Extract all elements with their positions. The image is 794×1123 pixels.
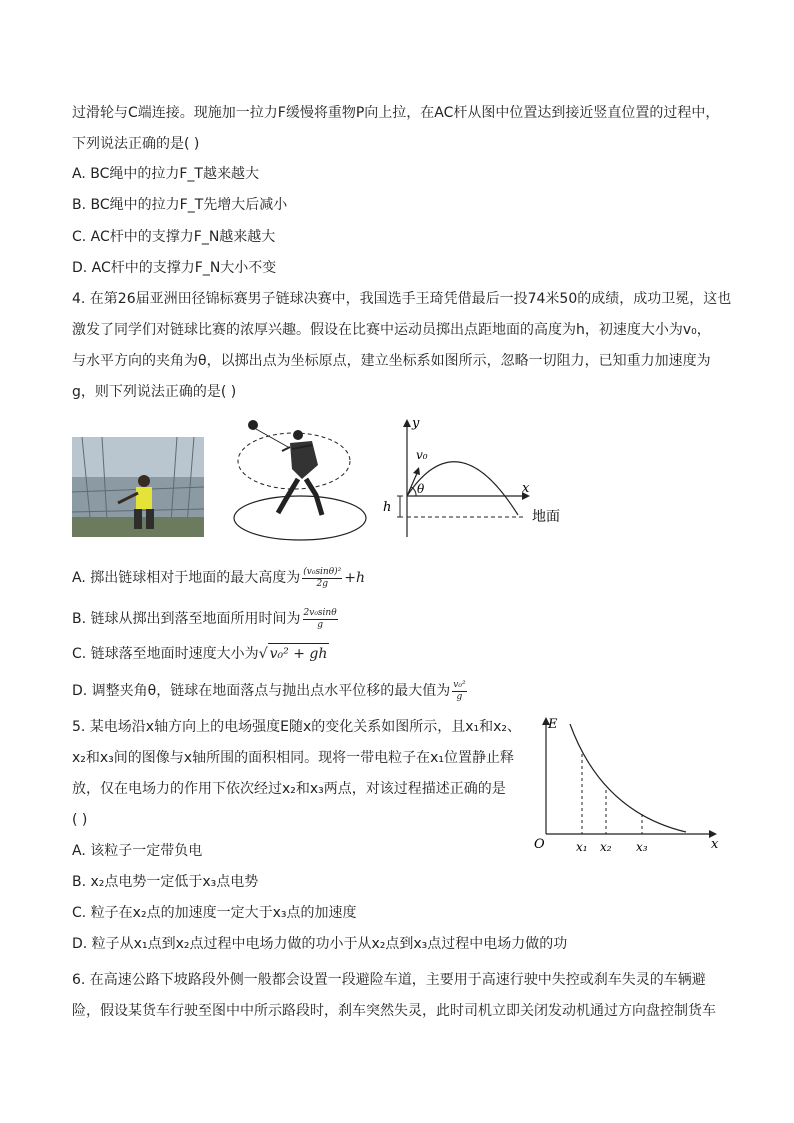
q6-stem-line1: 6. 在高速公路下坡路段外侧一般都会设置一段避险车道，主要用于高速行驶中失控或刹车失灵的车辆避	[72, 972, 706, 988]
q5-option-c: C. 粒子在x₂点的加速度一定大于x₃点的加速度	[72, 905, 357, 921]
v0-label: v₀	[416, 448, 428, 462]
origin-label: O	[534, 837, 545, 852]
q5-stem-line2: x₂和x₃间的图像与x轴所围的面积相同。现将一带电粒子在x₁位置静止释	[72, 750, 514, 766]
projectile-diagram	[378, 415, 574, 540]
q4-stem-line1: 4. 在第26届亚洲田径锦标赛男子链球决赛中，我国选手王琦凭借最后一投74米50的成绩，成功卫冕，这也	[72, 291, 732, 307]
h-label: h	[383, 500, 392, 515]
q3-option-a: A. BC绳中的拉力F_T越来越大	[72, 166, 259, 182]
x-axis-label: x	[522, 481, 530, 496]
q4-option-a: A. 掷出链球相对于地面的最大高度为 $\frac{\text{(v₀sinθ)²}}{2g}$ +h	[72, 566, 366, 589]
hammer-throw-photo	[72, 437, 204, 537]
q4-option-d: D. 调整夹角θ，链球在地面落点与抛出点水平位移的最大值为 $\frac{\text{v₀²}}{g}$	[72, 679, 466, 702]
x-axis-label-q5: x	[711, 837, 719, 852]
ground-label: 地面	[532, 509, 560, 525]
q3-stem-line1: 过滑轮与C端连接。现施加一拉力F缓慢将重物P向上拉，在AC杆从图中位置达到接近竖直位置的过程中，	[72, 105, 720, 121]
hammer-throw-sketch	[232, 417, 368, 543]
q4-option-b: B. 链球从掷出到落至地面所用时间为 $\frac{\text{2v₀sinθ}}{g}$	[72, 607, 337, 630]
q5-option-a: A. 该粒子一定带负电	[72, 843, 203, 859]
e-x-graph	[530, 712, 730, 858]
e-axis-label: E	[548, 717, 558, 732]
q5-stem-line3: 放，仅在电场力的作用下依次经过x₂和x₃两点，对该过程描述正确的是	[72, 781, 506, 797]
q4-option-c: C. 链球落至地面时速度大小为√ v₀² + gh	[72, 643, 329, 664]
x1-label: x₁	[576, 840, 588, 854]
q4-stem-line2: 激发了同学们对链球比赛的浓厚兴趣。假设在比赛中运动员掷出点距地面的高度为h，初速度大小为v₀，	[72, 322, 711, 338]
q3-option-b: B. BC绳中的拉力F_T先增大后减小	[72, 197, 288, 213]
y-axis-label: y	[412, 416, 420, 431]
x3-label: x₃	[636, 840, 648, 854]
theta-label: θ	[417, 482, 425, 496]
q3-option-d: D. AC杆中的支撑力F_N大小不变	[72, 260, 277, 276]
q5-option-d: D. 粒子从x₁点到x₂点过程中电场力做的功小于从x₂点到x₃点过程中电场力做的功	[72, 936, 568, 952]
q5-option-b: B. x₂点电势一定低于x₃点电势	[72, 874, 259, 890]
q6-stem-line2: 险，假设某货车行驶至图中中所示路段时，刹车突然失灵，此时司机立即关闭发动机通过方向盘控制货车	[72, 1003, 716, 1019]
x2-label: x₂	[600, 840, 612, 854]
q5-stem-line1: 5. 某电场沿x轴方向上的电场强度E随x的变化关系如图所示，且x₁和x₂、	[72, 719, 522, 735]
q5-stem-line4: ( )	[72, 812, 88, 828]
q3-stem-line2: 下列说法正确的是( )	[72, 136, 200, 152]
q4-stem-line3: 与水平方向的夹角为θ，以掷出点为坐标原点，建立坐标系如图所示，忽略一切阻力，已知重力加速度为	[72, 353, 711, 369]
q3-option-c: C. AC杆中的支撑力F_N越来越大	[72, 229, 276, 245]
q4-stem-line4: g，则下列说法正确的是( )	[72, 384, 237, 400]
